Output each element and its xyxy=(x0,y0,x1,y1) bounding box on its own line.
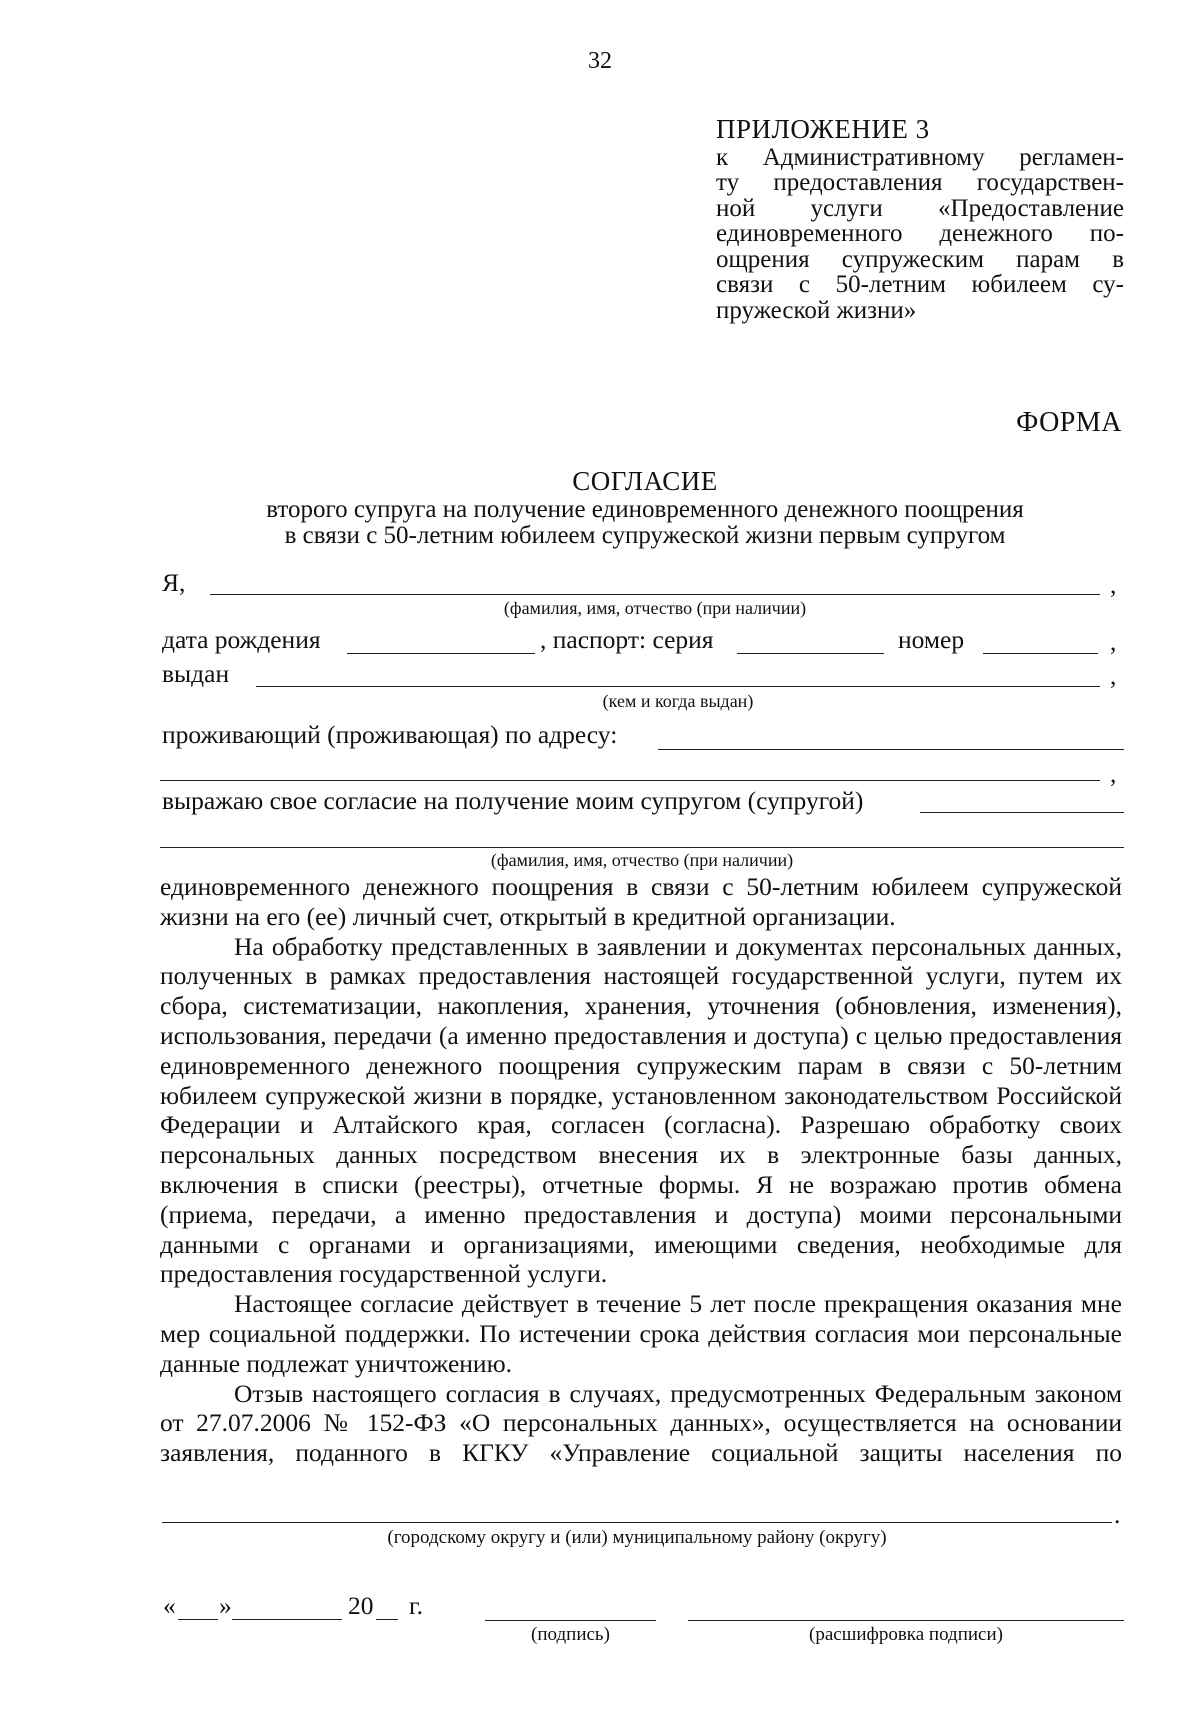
district-line[interactable] xyxy=(162,1522,1112,1523)
appendix-line: ощрения супружеским парам в xyxy=(716,245,1124,273)
body-text xyxy=(160,872,1122,1468)
year-line[interactable] xyxy=(376,1619,398,1620)
appendix-heading: ПРИЛОЖЕНИЕ 3 xyxy=(716,114,930,144)
passport-number-label: номер xyxy=(898,625,965,654)
appendix-block xyxy=(716,114,1124,324)
ya-label: Я, xyxy=(162,568,186,597)
issued-line[interactable] xyxy=(256,686,1100,687)
issued-label: выдан xyxy=(162,659,230,688)
address-line-2[interactable] xyxy=(160,780,1100,781)
month-line[interactable] xyxy=(232,1619,342,1620)
signature-caption: (подпись) xyxy=(531,1624,610,1645)
year-prefix: 20 xyxy=(348,1591,374,1620)
signature-decode-line[interactable] xyxy=(688,1620,1124,1621)
form-label: ФОРМА xyxy=(1016,407,1122,438)
issued-caption: (кем и когда выдан) xyxy=(602,691,754,711)
passport-series-label: , паспорт: серия xyxy=(540,625,714,654)
address-label: проживающий (проживающая) по адресу: xyxy=(162,720,618,749)
spouse-caption: (фамилия, имя, отчество (при наличии) xyxy=(490,850,794,870)
appendix-line: к Административному регламен- xyxy=(716,143,1124,171)
passport-series-line[interactable] xyxy=(737,653,884,654)
date-close-quote: » xyxy=(219,1591,232,1620)
appendix-line: ной услуги «Предоставление xyxy=(716,194,1124,222)
address-line[interactable] xyxy=(658,749,1124,750)
consent-label: выражаю свое согласие на получение моим супругом (супругой) xyxy=(162,786,864,815)
appendix-line: пружеской жизни» xyxy=(716,296,917,324)
signature-decode-caption: (расшифровка подписи) xyxy=(809,1624,1003,1645)
paragraph: На обработку представленных в заявлении и документах персональных данных, полученных в рамках предоставления настоящей государственной услуги, путем их сбора, систематизации, накопления, хранения, уточнения (обновления, изменения), использования, передачи (а именно предоставления и доступа) с целью предоставления единовременного денежного поощрения супружеским парам в связи с 50-летним юбилеем супружеской жизни в порядке, установленном законодательством Российской Федерации и Алтайского края, согласен (согласна). Разрешаю обработку своих персональных данных посредством внесения их в электронные базы данных, включения в списки (реестры), отчетные формы. Я не возражаю против обмена (приема, передачи, а именно предоставления и доступа) моими персональными данными с органами и организациями, имеющими сведения, необходимые для предоставления государственной услуги. xyxy=(160,931,1122,1289)
date-open-quote: « xyxy=(163,1591,176,1620)
year-suffix: г. xyxy=(409,1591,423,1620)
document-subtitle-line: второго супруга на получение единовременного денежного поощрения xyxy=(266,496,1024,523)
appendix-line: единовременного денежного по- xyxy=(716,220,1124,247)
paragraph: единовременного денежного поощрения в связи с 50-летним юбилеем супружеской жизни на его (ее) личный счет, открытый в кредитной организации. xyxy=(160,872,1122,931)
period: . xyxy=(1114,1500,1121,1529)
birth-date-label: дата рождения xyxy=(162,625,321,654)
comma: , xyxy=(1110,570,1117,599)
document-subtitle-line: в связи с 50-летним юбилеем супружеской жизни первым супругом xyxy=(284,522,1006,549)
fio-caption: (фамилия, имя, отчество (при наличии) xyxy=(503,598,807,618)
spouse-line-2[interactable] xyxy=(160,847,1124,848)
day-line[interactable] xyxy=(178,1619,218,1620)
spouse-line[interactable] xyxy=(920,812,1124,813)
comma: , xyxy=(1110,661,1117,690)
appendix-line: связи с 50-летним юбилеем су- xyxy=(716,271,1124,298)
appendix-line: ту предоставления государствен- xyxy=(716,169,1124,196)
paragraph: Настоящее согласие действует в течение 5 лет после прекращения оказания мне мер социальной поддержки. По истечении срока действия согласия мои персональные данные подлежат уничтожению. xyxy=(160,1289,1122,1378)
document-title: СОГЛАСИЕ xyxy=(572,466,718,496)
signature-line[interactable] xyxy=(485,1620,656,1621)
paragraph: Отзыв настоящего согласия в случаях, предусмотренных Федеральным законом от 27.07.2006 № 152-ФЗ «О персональных данных», осуществляется на основании заявления, поданного в КГКУ «Управление социальной защиты населения по xyxy=(160,1378,1122,1468)
comma: , xyxy=(1110,759,1117,788)
passport-number-line[interactable] xyxy=(983,653,1098,654)
comma: , xyxy=(1110,627,1117,656)
fio-line[interactable] xyxy=(210,594,1100,595)
page-number: 32 xyxy=(588,48,612,74)
district-caption: (городскому округу и (или) муниципальному району (округу) xyxy=(387,1527,887,1548)
birth-date-line[interactable] xyxy=(347,653,535,654)
